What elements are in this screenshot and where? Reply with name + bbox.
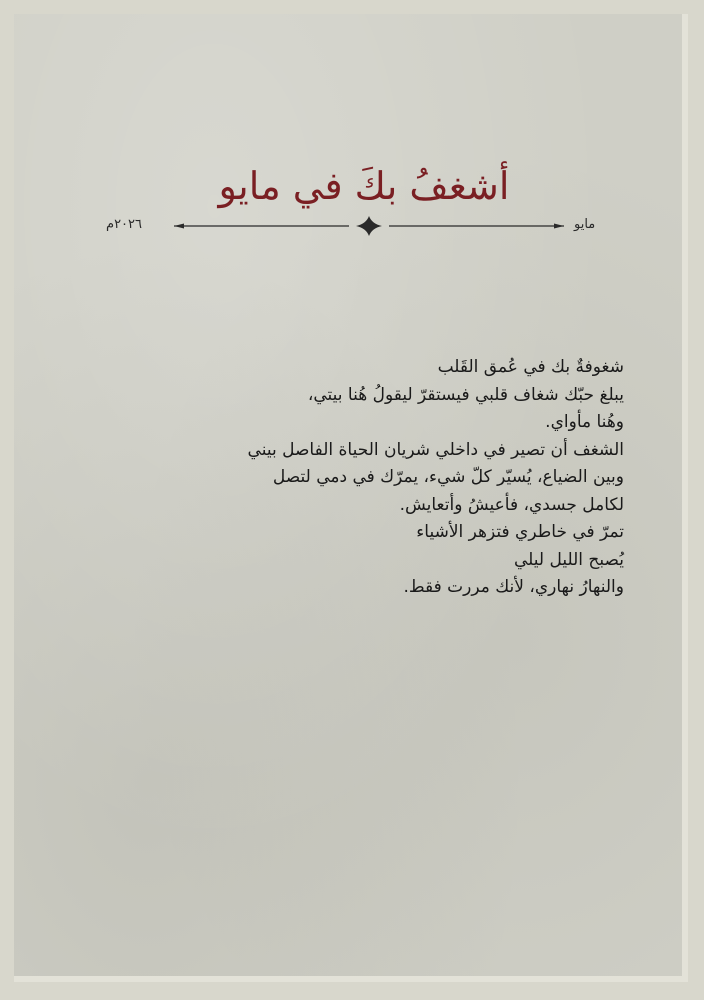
page-title: أشغفُ بكَ في مايو [218,164,510,208]
divider-ornament-icon [104,214,634,238]
poem-line: الشغف أن تصير في داخلي شريان الحياة الفاصل بيني [247,439,624,460]
poem-line: وبين الضياع، يُسيّر كلّ شيء، يمرّك في دمي لتصل [272,467,624,487]
poem-line: شغوفةٌ بك في عُمق القَلب [437,357,624,377]
poem-line: تمرّ في خاطري فتزهر الأشياء [416,522,624,542]
poem-line: لكامل جسدي، فأعيشُ وأتعايش. [399,494,624,515]
poem-line: وهُنا مأواي. [545,412,624,432]
poem-line: يبلغ حبّك شغاف قلبي فيستقرّ ليقولُ هُنا بيتي، [307,384,624,405]
poem-line: يُصبح الليل ليلي [513,549,624,570]
month-label: مايو [574,217,596,232]
paper-page [14,14,688,982]
ornamental-divider [104,214,634,238]
poem-line: والنهارُ نهاري، لأنك مررت فقط. [403,577,624,597]
year-label: ٢٠٢٦م [106,217,142,232]
poem-body [184,354,624,602]
